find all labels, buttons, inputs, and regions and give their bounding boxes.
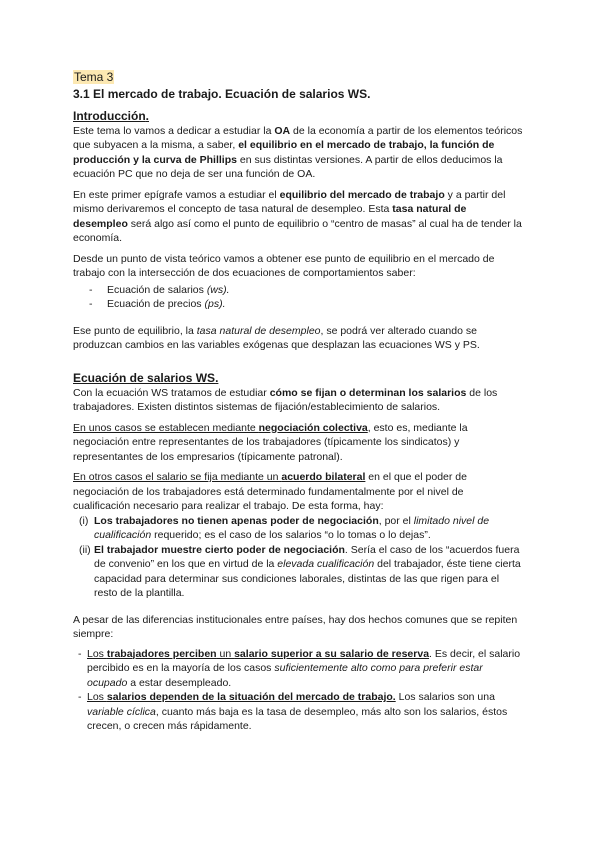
intro-paragraph-1: Este tema lo vamos a dedicar a estudiar la OA de la economía a partir de los elementos teóricos que subyacen a la misma, a saber, el equilibrio en el mercado de trabajo, la función de producción y la curva de Phillips en sus distintas versiones. A partir de ellos deducimos la ecuación PC que no deja de ser una función de OA. — [73, 124, 523, 180]
intro-paragraph-4: Ese punto de equilibrio, la tasa natural de desempleo, se podrá ver alterado cuando se produzcan cambios en las variables exógenas que desplazan las ecuaciones WS y PS. — [73, 324, 480, 351]
ws-heading: Ecuación de salarios WS. — [73, 370, 219, 385]
common-facts-list — [78, 647, 523, 734]
bargaining-cases-list — [79, 514, 523, 601]
tema-highlight: Tema 3 — [74, 70, 114, 84]
list-item: - Ecuación de salarios (ws). — [89, 283, 523, 298]
list-item: (i) Los trabajadores no tienen apenas poder de negociación, por el limitado nivel de cualificación requerido; es el caso de los salarios “o lo tomas o lo dejas”. — [79, 514, 490, 541]
equations-list — [89, 283, 523, 312]
intro-paragraph-3: Desde un punto de vista teórico vamos a obtener ese punto de equilibrio en el mercado de trabajo con la intersección de dos ecuaciones de comportamientos saber: — [73, 252, 495, 279]
topic-label — [73, 70, 523, 86]
ws-paragraph-3: En otros casos el salario se fija mediante un acuerdo bilateral en el que el poder de negociación de los trabajadores está determinado fundamentalmente por el nivel de cualificación necesario para realizar el trabajo. De esta forma, hay: — [73, 471, 467, 512]
list-item: - Los salarios dependen de la situación del mercado de trabajo. Los salarios son una variable cíclica, cuanto más baja es la tasa de desempleo, más alto son los salarios, éstos crecen, o crecen más rápidamente. — [78, 690, 523, 734]
intro-heading: Introducción. — [73, 108, 150, 123]
list-item: (ii) El trabajador muestre cierto poder de negociación. Sería el caso de los “acuerdos fuera de convenio” en los que en virtud de la elevada cualificación del trabajador, éste tiene cierta capacidad para determinar sus condiciones laborales, distintas de las que rigen para el resto de la plantilla. — [79, 543, 521, 599]
intro-paragraph-2: En este primer epígrafe vamos a estudiar el equilibrio del mercado de trabajo y a partir del mismo derivaremos el concepto de tasa natural de desempleo. Esta tasa natural de desempleo será algo así como el punto de equilibrio o “centro de masas” al cual ha de tender la economía. — [73, 188, 522, 244]
section-title: 3.1 El mercado de trabajo. Ecuación de salarios WS. — [73, 86, 371, 101]
document-body — [73, 70, 523, 734]
ws-paragraph-2: En unos casos se establecen mediante negociación colectiva, esto es, mediante la negociación entre representantes de los trabajadores (típicamente los sindicatos) y representantes de los empresarios (típicamente patronal). — [73, 421, 468, 463]
list-item: - Ecuación de precios (ps). — [89, 297, 523, 312]
ws-paragraph-4: A pesar de las diferencias institucionales entre países, hay dos hechos comunes que se repiten siempre: — [73, 613, 518, 640]
ws-paragraph-1: Con la ecuación WS tratamos de estudiar cómo se fijan o determinan los salarios de los trabajadores. Existen distintos sistemas de fijación/establecimiento de salarios. — [73, 386, 498, 413]
list-item: - Los trabajadores perciben un salario superior a su salario de reserva. Es decir, el salario percibido es en la mayoría de los casos suficientemente alto como para preferir estar ocupado a estar desempleado. — [78, 647, 523, 691]
